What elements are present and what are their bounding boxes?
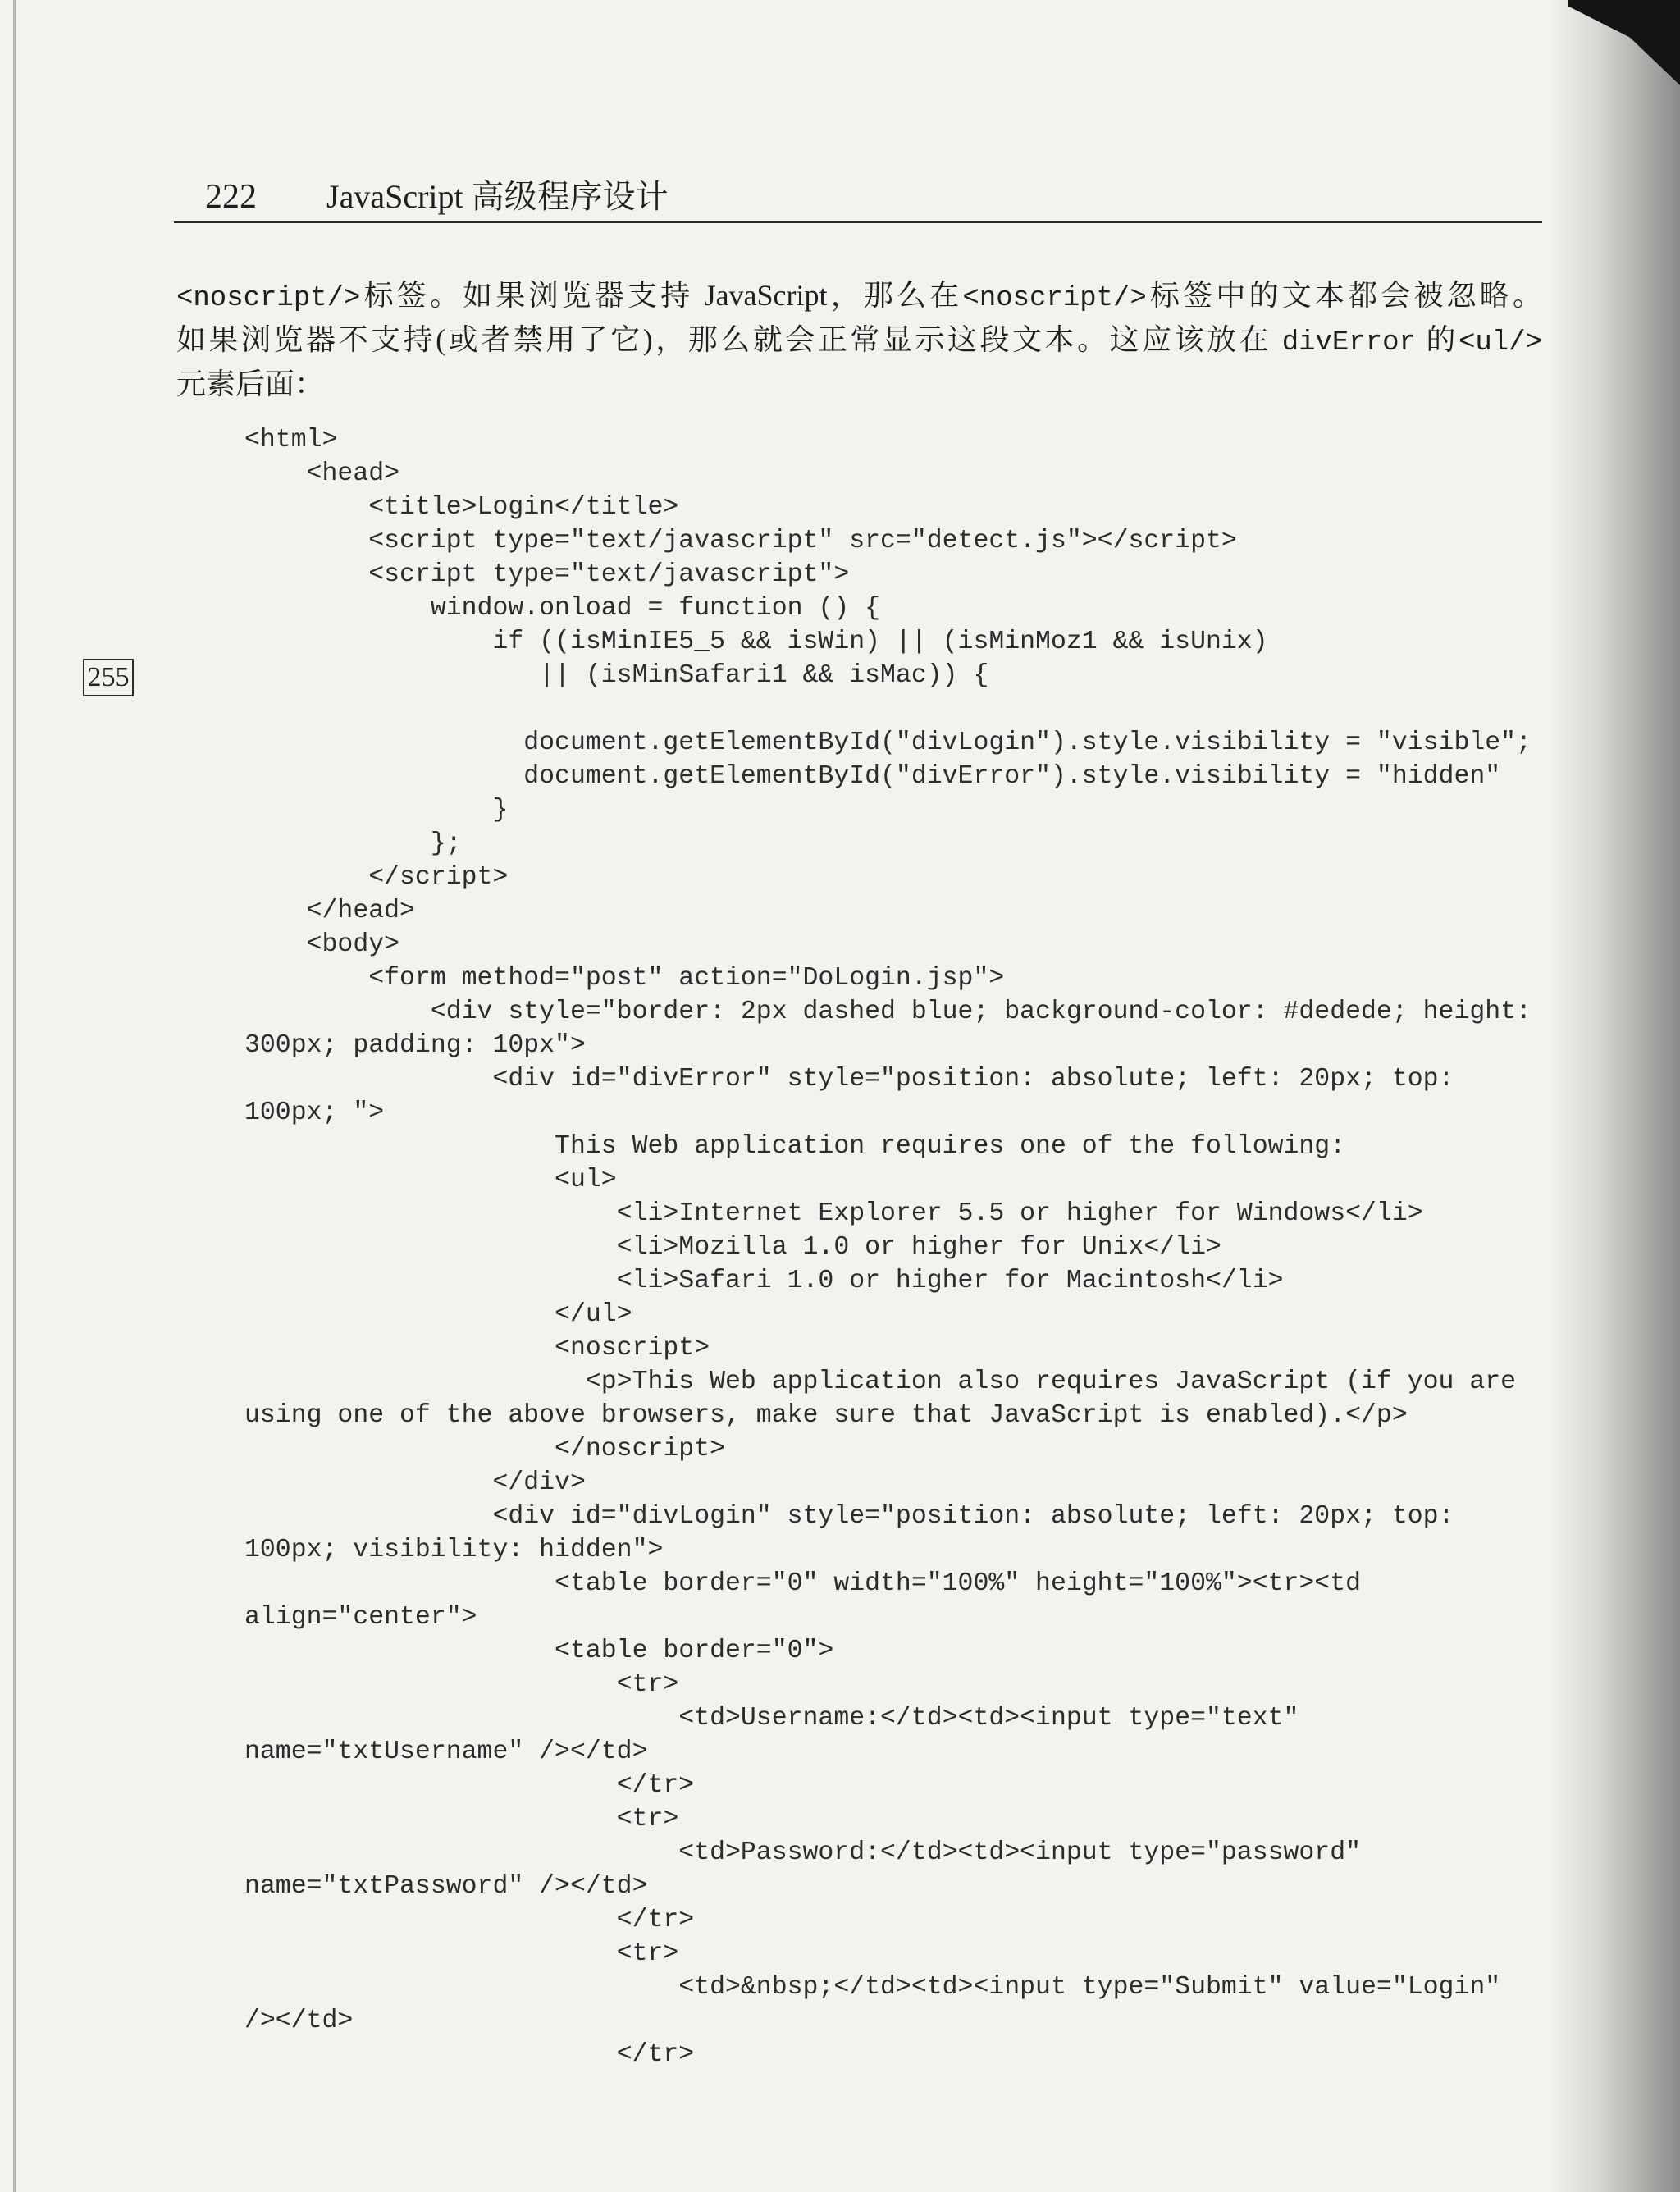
margin-page-reference: 255: [83, 659, 134, 696]
paragraph-line: [176, 273, 1542, 317]
paragraph-text: 的: [1415, 323, 1459, 356]
paragraph-text: 元素后面：: [176, 368, 325, 400]
code-line: document.getElementById("divLogin").style.visibility = "visible";: [244, 728, 1532, 757]
code-line: 100px; visibility: hidden">: [244, 1536, 664, 1564]
code-line: name="txtPassword" /></td>: [244, 1872, 648, 1901]
code-line: <table border="0" width="100%" height="100%"><tr><td: [244, 1569, 1362, 1598]
code-line: name="txtUsername" /></td>: [244, 1738, 648, 1766]
code-line: </tr>: [244, 2040, 695, 2069]
code-line: 100px; ">: [244, 1098, 385, 1127]
code-line: using one of the above browsers, make sure that JavaScript is enabled).</p>: [244, 1401, 1408, 1430]
inline-code: divError: [1281, 327, 1416, 358]
code-line: if ((isMinIE5_5 && isWin) || (isMinMoz1 && isUnix): [244, 628, 1268, 656]
code-line: </head>: [244, 897, 415, 925]
code-listing: [244, 423, 1557, 2071]
paragraph-text: 如果浏览器不支持(或者禁用了它)，那么就会正常显示这段文本。这应该放在: [176, 323, 1282, 356]
code-line: align="center">: [244, 1603, 477, 1632]
page-number: 222: [205, 178, 257, 216]
code-line: <p>This Web application also requires JavaScript (if you are: [244, 1368, 1517, 1396]
code-line: 300px; padding: 10px">: [244, 1031, 586, 1060]
code-line: <td>&nbsp;</td><td><input type="Submit" value="Login": [244, 1973, 1501, 2002]
code-line: <form method="post" action="DoLogin.jsp">: [244, 964, 1005, 993]
code-line: </ul>: [244, 1300, 632, 1329]
inline-code: <noscript/>: [962, 283, 1147, 314]
code-line: <title>Login</title>: [244, 493, 679, 522]
code-line: <td>Password:</td><td><input type="password": [244, 1838, 1362, 1867]
code-line: document.getElementById("divError").style.visibility = "hidden": [244, 762, 1501, 791]
code-line: <script type="text/javascript">: [244, 560, 850, 589]
code-line: window.onload = function () {: [244, 594, 881, 623]
code-line: <table border="0">: [244, 1637, 834, 1665]
code-line: };: [244, 829, 462, 858]
code-line: <li>Mozilla 1.0 or higher for Unix</li>: [244, 1233, 1221, 1262]
code-line: <tr>: [244, 1939, 679, 1968]
paragraph-text: 标签。如果浏览器支持 JavaScript，那么在: [360, 279, 963, 312]
code-line: <html>: [244, 426, 338, 454]
code-line: </div>: [244, 1468, 586, 1497]
code-line: <tr>: [244, 1805, 679, 1834]
paragraph-line: [176, 362, 1542, 406]
running-header: [0, 0, 1680, 230]
paragraph-text: 标签中的文本都会被忽略。: [1146, 279, 1542, 312]
page-edge-shadow: [1549, 0, 1680, 2192]
inline-code: <noscript/>: [176, 283, 361, 314]
code-line: <li>Internet Explorer 5.5 or higher for Windows</li>: [244, 1199, 1423, 1228]
code-line: This Web application requires one of the following:: [244, 1132, 1346, 1161]
code-line: <ul>: [244, 1166, 617, 1194]
paragraph-line: [176, 317, 1542, 362]
code-line: </noscript>: [244, 1435, 725, 1464]
code-line-blank: [244, 692, 1557, 726]
code-line: <td>Username:</td><td><input type="text": [244, 1704, 1299, 1733]
code-line: || (isMinSafari1 && isMac)) {: [244, 661, 989, 690]
code-line: <body>: [244, 930, 400, 959]
inline-code: <ul/>: [1458, 327, 1542, 358]
code-line: <script type="text/javascript" src="detect.js"></script>: [244, 527, 1237, 555]
code-line: <div id="divError" style="position: absolute; left: 20px; top:: [244, 1065, 1454, 1094]
code-line: <li>Safari 1.0 or higher for Macintosh</li>: [244, 1267, 1284, 1295]
code-line: <head>: [244, 459, 400, 488]
code-line: /></td>: [244, 2007, 354, 2035]
body-paragraph: [176, 273, 1542, 413]
code-line: </tr>: [244, 1906, 695, 1934]
header-rule: [174, 221, 1542, 223]
code-line: }: [244, 796, 509, 824]
running-title: JavaScript 高级程序设计: [326, 178, 669, 215]
code-line: </tr>: [244, 1771, 695, 1800]
code-line: </script>: [244, 863, 509, 892]
code-line: <noscript>: [244, 1334, 710, 1363]
code-line: <div id="divLogin" style="position: absolute; left: 20px; top:: [244, 1502, 1454, 1531]
scan-left-edge: [13, 0, 16, 2192]
code-line: <div style="border: 2px dashed blue; background-color: #dedede; height:: [244, 998, 1532, 1026]
code-line: <tr>: [244, 1670, 679, 1699]
